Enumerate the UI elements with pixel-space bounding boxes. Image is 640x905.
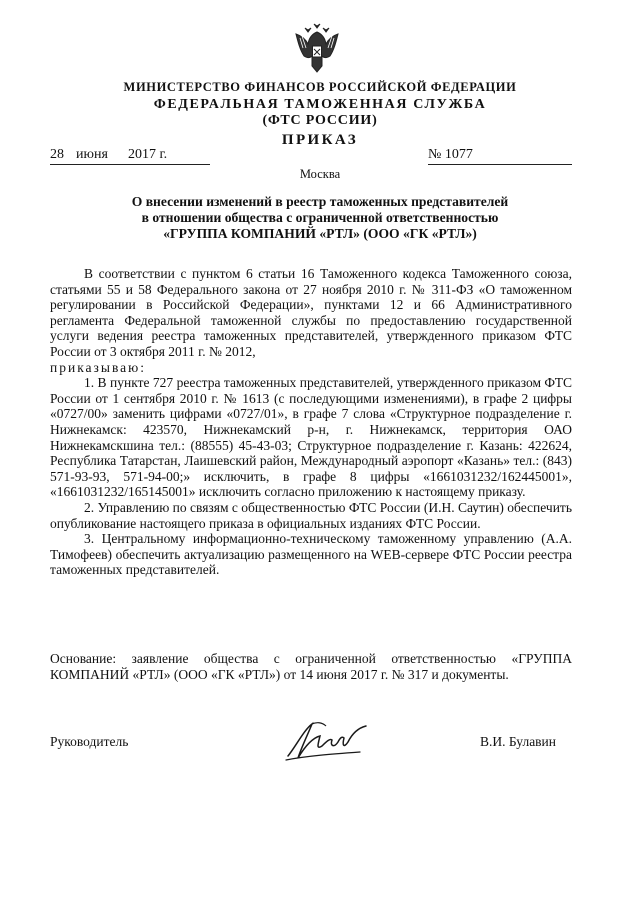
signatory-name: В.И. Булавин bbox=[480, 734, 557, 749]
subject-line: О внесении изменений в реестр таможенных представителей bbox=[131, 194, 509, 209]
order-number: № 1077 bbox=[428, 147, 572, 165]
signatory-role: Руководитель bbox=[50, 734, 129, 749]
order-item-1: 1. В пункте 727 реестра таможенных представителей, утвержденного приказом ФТС России от 1 сентября 2010 г. № 1613 (с последующими изменениями), в графе 2 цифры «0727/00» заменить цифрами «0727/01», в графе 7 слова «Структурное подразделение г. Нижнекамск: 423570, Нижнекамский р-н, г. Нижнекамск, территория ОАО Нижнекамскшина тел.: (88555) 45-43-03; Структурное подразделение г. Казань: 422624, Республика Татарстан, Лаишевский район, Международный аэропорт «Казань» тел.: (843) 571-93-93, 571-94-00;» исключить, в графе 8 цифры «1661031232/162445001», «1661031232/165145001» исключить согласно приложению к настоящему приказу. bbox=[50, 375, 572, 500]
handwritten-signature bbox=[282, 716, 374, 766]
order-body bbox=[50, 266, 572, 578]
order-city: Москва bbox=[299, 167, 341, 181]
order-item-3: 3. Центральному информационно-техническому таможенному управлению (А.А. Тимофеев) обеспечить актуализацию размещенного на WEB-сервере ФТС России реестра таможенных представителей. bbox=[50, 531, 572, 578]
order-date-year: 2017 г. bbox=[128, 147, 168, 162]
service-name: ФЕДЕРАЛЬНАЯ ТАМОЖЕННАЯ СЛУЖБА bbox=[153, 97, 487, 112]
order-item-2: 2. Управлению по связям с общественностью ФТС России (И.Н. Саутин) обеспечить опубликование настоящего приказа в официальных изданиях ФТС России. bbox=[50, 499, 572, 531]
ministry-name: МИНИСТЕРСТВО ФИНАНСОВ РОССИЙСКОЙ ФЕДЕРАЦИИ bbox=[123, 80, 517, 94]
document-type-title: ПРИКАЗ bbox=[281, 132, 359, 148]
service-abbreviation: (ФТС РОССИИ) bbox=[262, 113, 378, 128]
order-subject bbox=[80, 194, 560, 242]
order-directive: приказываю: bbox=[50, 359, 146, 375]
subject-line: в отношении общества с ограниченной ответственностью bbox=[141, 210, 499, 225]
order-date-month: июня bbox=[76, 147, 108, 162]
subject-line: «ГРУППА КОМПАНИЙ «РТЛ» (ООО «ГК «РТЛ») bbox=[163, 226, 477, 241]
order-date-day: 28 bbox=[50, 147, 64, 162]
basis-paragraph: Основание: заявление общества с ограниченной ответственностью «ГРУППА КОМПАНИЙ «РТЛ» (ООО «ГК «РТЛ») от 14 июня 2017 г. № 317 и документы. bbox=[50, 651, 572, 682]
coat-of-arms-emblem bbox=[294, 22, 340, 74]
preamble-paragraph: В соответствии с пунктом 6 статьи 16 Таможенного кодекса Таможенного союза, статьями 55 и 58 Федерального закона от 27 ноября 2010 г. № 311-ФЗ «О таможенном регулировании в Российской Федерации», пунктами 12 и 66 Административного регламента Федеральной таможенной службы по предоставлению государственной услуги ведения реестра таможенных представителей, утвержденного приказом ФТС России от 3 октября 2011 г. № 2012, bbox=[50, 266, 572, 359]
order-date bbox=[50, 147, 210, 165]
